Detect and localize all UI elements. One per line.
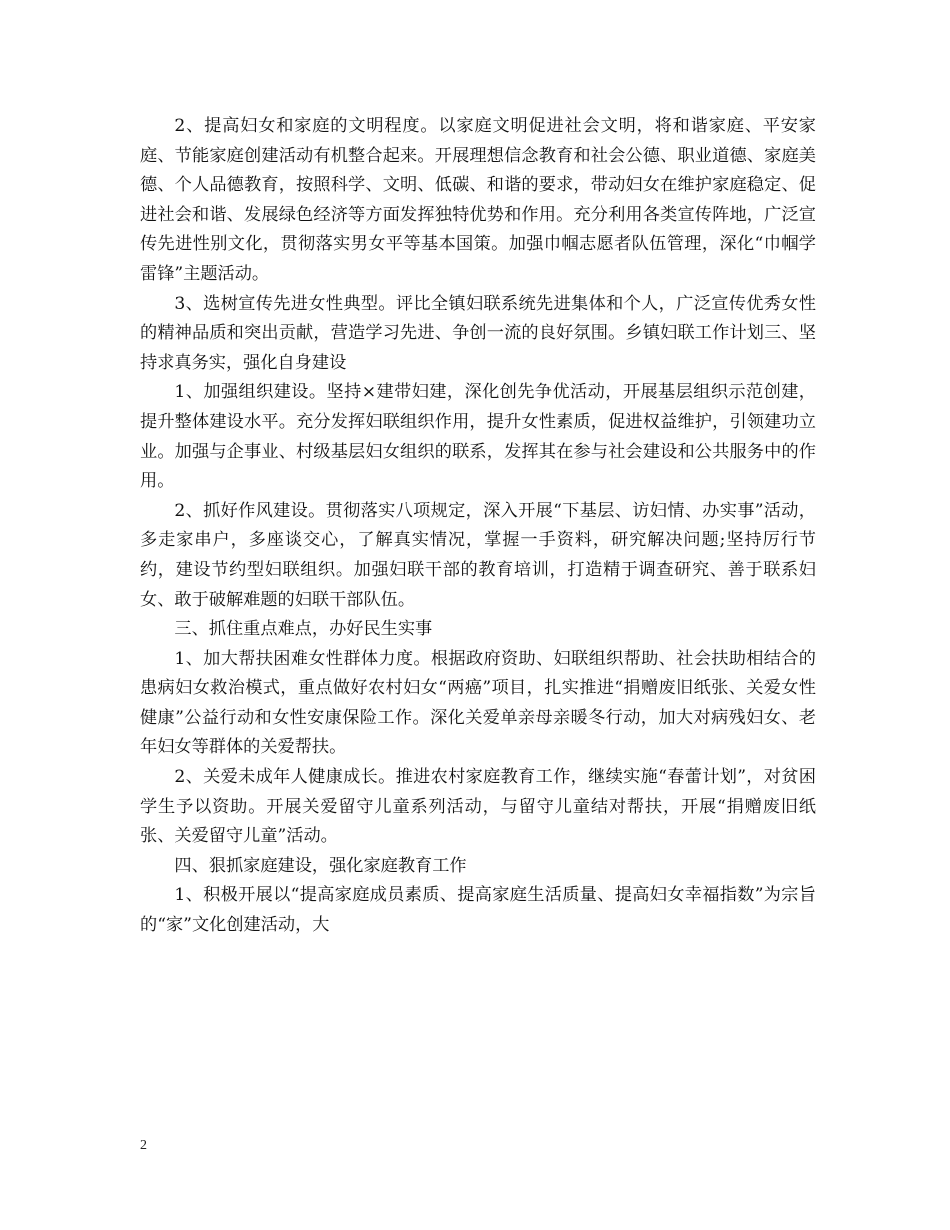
paragraph-4: 2、抓好作风建设。贯彻落实八项规定，深入开展“下基层、访妇情、办实事”活动，多走家串户，多座谈交心，了解真实情况，掌握一手资料，研究解决问题;坚持厉行节约，建设节约型妇联组织。加强妇联干部的教育培训，打造精于调查研究、善于联系妇女、敢于破解难题的妇联干部队伍。 bbox=[140, 500, 816, 610]
section-heading-3: 三、抓住重点难点，办好民生实事 bbox=[174, 619, 433, 640]
document-body bbox=[140, 112, 816, 941]
paragraph-5: 1、加大帮扶困难女性群体力度。根据政府资助、妇联组织帮助、社会扶助相结合的患病妇女救治模式，重点做好农村妇女“两癌”项目，扎实推进“捐赠废旧纸张、关爱女性健康”公益行动和女性安康保险工作。深化关爱单亲母亲暖冬行动，加大对病残妇女、老年妇女等群体的关爱帮扶。 bbox=[140, 648, 816, 758]
paragraph-3: 1、加强组织建设。坚持×建带妇建，深化创先争优活动，开展基层组织示范创建，提升整体建设水平。充分发挥妇联组织作用，提升女性素质，促进权益维护，引领建功立业。加强与企事业、村级基层妇女组织的联系，发挥其在参与社会建设和公共服务中的作用。 bbox=[140, 382, 816, 492]
section-heading-4: 四、狠抓家庭建设，强化家庭教育工作 bbox=[174, 855, 467, 876]
paragraph-7: 1、积极开展以“提高家庭成员素质、提高家庭生活质量、提高妇女幸福指数”为宗旨的“家”文化创建活动，大 bbox=[140, 885, 816, 936]
paragraph-6: 2、关爱未成年人健康成长。推进农村家庭教育工作，继续实施“春蕾计划”，对贫困学生予以资助。开展关爱留守儿童系列活动，与留守儿童结对帮扶，开展“捐赠废旧纸张、关爱留守儿童”活动。 bbox=[140, 767, 816, 847]
paragraph-2: 3、选树宣传先进女性典型。评比全镇妇联系统先进集体和个人，广泛宣传优秀女性的精神品质和突出贡献，营造学习先进、争创一流的良好氛围。乡镇妇联工作计划三、坚持求真务实，强化自身建设 bbox=[140, 293, 816, 373]
page-number: 2 bbox=[140, 1138, 147, 1153]
paragraph-1: 2、提高妇女和家庭的文明程度。以家庭文明促进社会文明，将和谐家庭、平安家庭、节能家庭创建活动有机整合起来。开展理想信念教育和社会公德、职业道德、家庭美德、个人品德教育，按照科学、文明、低碳、和谐的要求，带动妇女在维护家庭稳定、促进社会和谐、发展绿色经济等方面发挥独特优势和作用。充分利用各类宣传阵地，广泛宣传先进性别文化，贯彻落实男女平等基本国策。加强巾帼志愿者队伍管理，深化“巾帼学雷锋”主题活动。 bbox=[140, 116, 816, 284]
